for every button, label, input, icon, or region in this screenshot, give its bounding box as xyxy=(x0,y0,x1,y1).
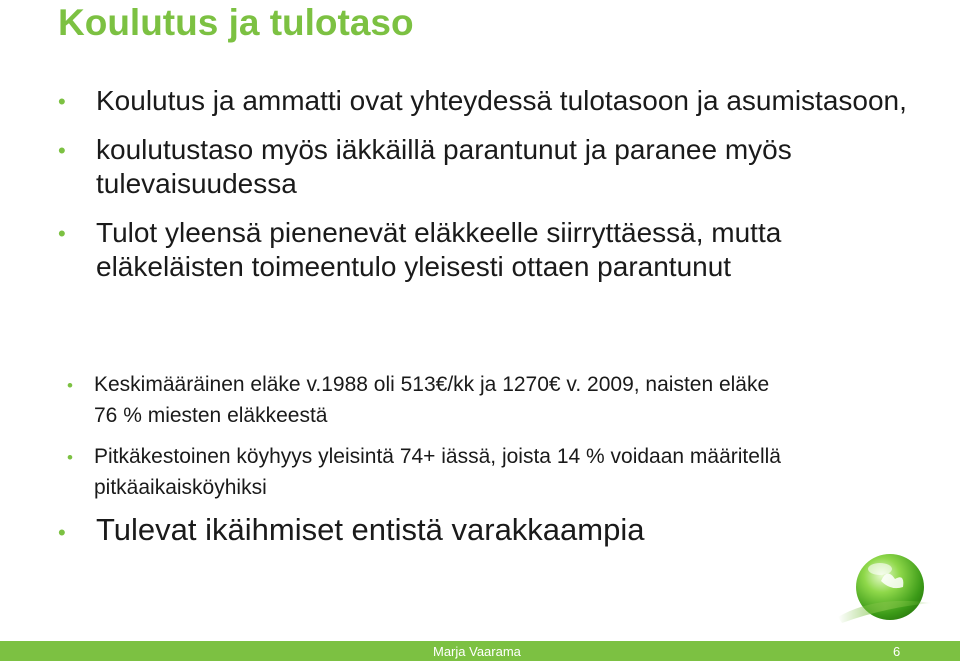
slide-title: Koulutus ja tulotaso xyxy=(58,2,414,43)
bullet-dot-icon: • xyxy=(58,520,66,545)
bullet-item xyxy=(58,216,908,284)
bullet-dot-icon: • xyxy=(58,221,66,246)
sub-bullet-item xyxy=(0,369,792,431)
bullet-text: Tulevat ikäihmiset entistä varakkaampia xyxy=(96,512,645,547)
bullet-item xyxy=(58,512,918,548)
sub-bullet-text: Keskimääräinen eläke v.1988 oli 513€/kk ja 1270€ v. 2009, naisten eläke 76 % miesten eläkkeestä xyxy=(94,373,770,427)
footer-author: Marja Vaarama xyxy=(433,644,521,659)
sub-bullet-list xyxy=(58,369,888,513)
last-bullet-wrap xyxy=(58,512,918,563)
bullet-item xyxy=(58,84,908,118)
bullet-item xyxy=(58,133,908,201)
bullet-text: koulutustaso myös iäkkäillä parantunut ja paranee myös tulevaisuudessa xyxy=(96,134,792,199)
bullet-dot-icon: • xyxy=(58,138,66,163)
bullet-dot-icon: • xyxy=(67,376,73,395)
bullet-text: Koulutus ja ammatti ovat yhteydessä tulotasoon ja asumistasoon, xyxy=(96,85,907,116)
bullet-dot-icon: • xyxy=(58,89,66,114)
page-number: 6 xyxy=(893,644,901,659)
bullet-dot-icon: • xyxy=(67,448,73,467)
green-globe-icon xyxy=(836,551,936,631)
sub-bullet-item xyxy=(0,441,792,503)
sub-bullet-text: Pitkäkestoinen köyhyys yleisintä 74+ iässä, joista 14 % voidaan määritellä pitkäaikaisköyhiksi xyxy=(94,445,781,499)
bullet-text: Tulot yleensä pienenevät eläkkeelle siirryttäessä, mutta eläkeläisten toimeentulo yleisesti ottaen parantunut xyxy=(96,217,782,282)
bullet-list xyxy=(58,84,908,290)
